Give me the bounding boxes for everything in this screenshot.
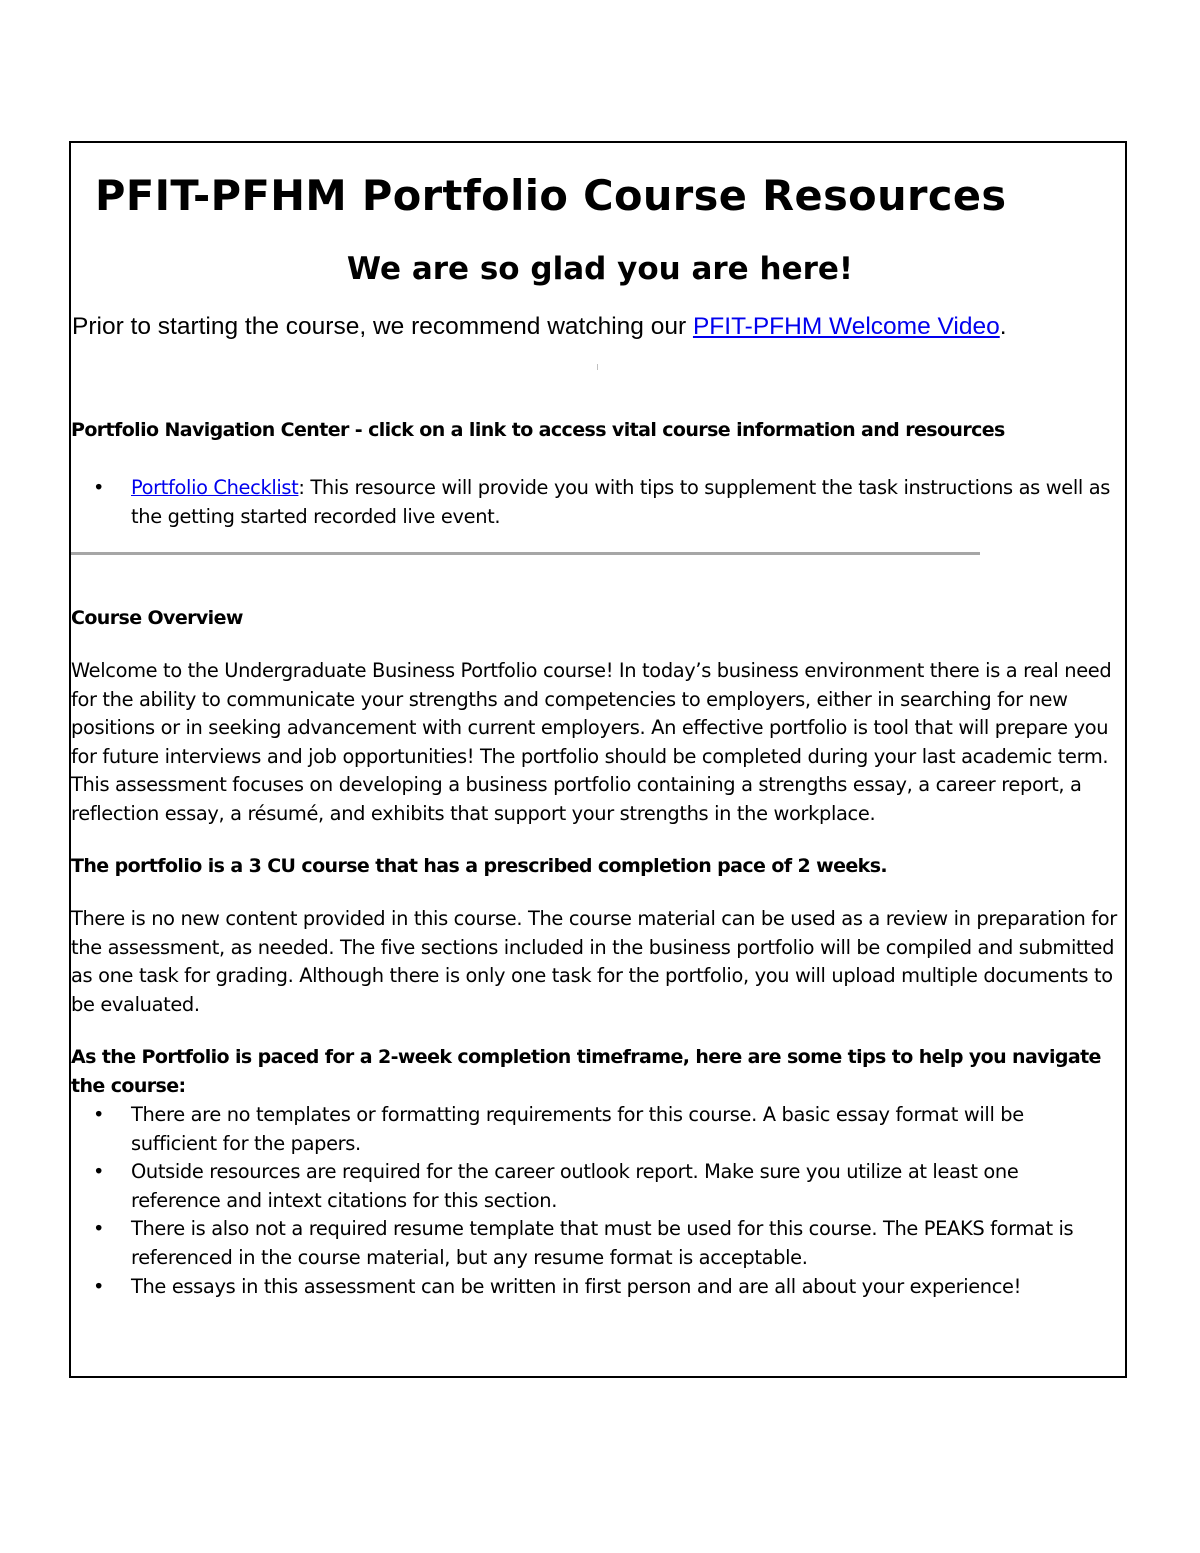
course-overview-heading [71,604,243,633]
bullet-icon: • [93,1103,105,1126]
navigation-heading: Portfolio Navigation Center - click on a link to access vital course information and resources [71,419,1005,441]
list-item [0,1158,1111,1215]
pace-heading: The portfolio is a 3 CU course that has a prescribed completion pace of 2 weeks. [71,855,888,877]
list-item [0,474,1111,531]
tips-heading: As the Portfolio is paced for a 2-week completion timeframe, here are some tips to help you navigate the course: [71,1046,1101,1097]
tip-text: There are no templates or formatting requirements for this course. A basic essay format will be sufficient for the papers. [131,1103,1024,1155]
bullet-icon: • [93,476,105,499]
list-item [0,1101,1111,1158]
tips-list [0,1101,1111,1301]
welcome-paragraph: Welcome to the Undergraduate Business Portfolio course! In today’s business environment there is a real need for the ability to communicate your strengths and competencies to employers, either in searching for new positions or in seeking advancement with current employers. An effective portfolio is tool that will prepare you for future interviews and job opportunities! The portfolio should be completed during your last academic term. This assessment focuses on developing a business portfolio containing a strengths essay, a career report, a reflection essay, a résumé, and exhibits that support your strengths in the workplace. [71,659,1112,825]
intro-text [72,310,1007,344]
portfolio-checklist-description: : This resource will provide you with tips to supplement the task instructions as well as the getting started recorded live event. [131,476,1110,528]
list-item [0,1215,1111,1272]
bullet-icon: • [93,1274,105,1298]
tip-text: There is also not a required resume template that must be used for this course. The PEAKS format is referenced in the course material, but any resume format is acceptable. [131,1217,1074,1269]
tip-text: The essays in this assessment can be written in first person and are all about your experience! [131,1274,1022,1298]
welcome-video-link[interactable]: PFIT-PFHM Welcome Video [692,313,1000,340]
bullet-icon: • [93,1160,105,1184]
tiny-mark [597,364,598,370]
intro-prefix: Prior to starting the course, we recommend watching our [72,313,693,340]
tip-text: Outside resources are required for the career outlook report. Make sure you utilize at least one reference and intext citations for this section. [131,1160,1019,1212]
page-subtitle: We are so glad you are here! [346,251,854,287]
navigation-list [0,474,1111,531]
bullet-icon: • [93,1217,105,1241]
course-overview-heading-text: Course Overview [71,607,243,629]
intro-suffix: . [999,313,1007,340]
section-divider [71,552,980,555]
content-paragraph: There is no new content provided in this course. The course material can be used as a review in preparation for the assessment, as needed. The five sections included in the business portfolio will be compiled and submitted as one task for grading. Although there is only one task for the portfolio, you will upload multiple documents to be evaluated. [71,907,1117,1016]
list-item [0,1273,1111,1302]
portfolio-checklist-link[interactable]: Portfolio Checklist [131,476,299,499]
page-title: PFIT-PFHM Portfolio Course Resources [95,171,1007,220]
